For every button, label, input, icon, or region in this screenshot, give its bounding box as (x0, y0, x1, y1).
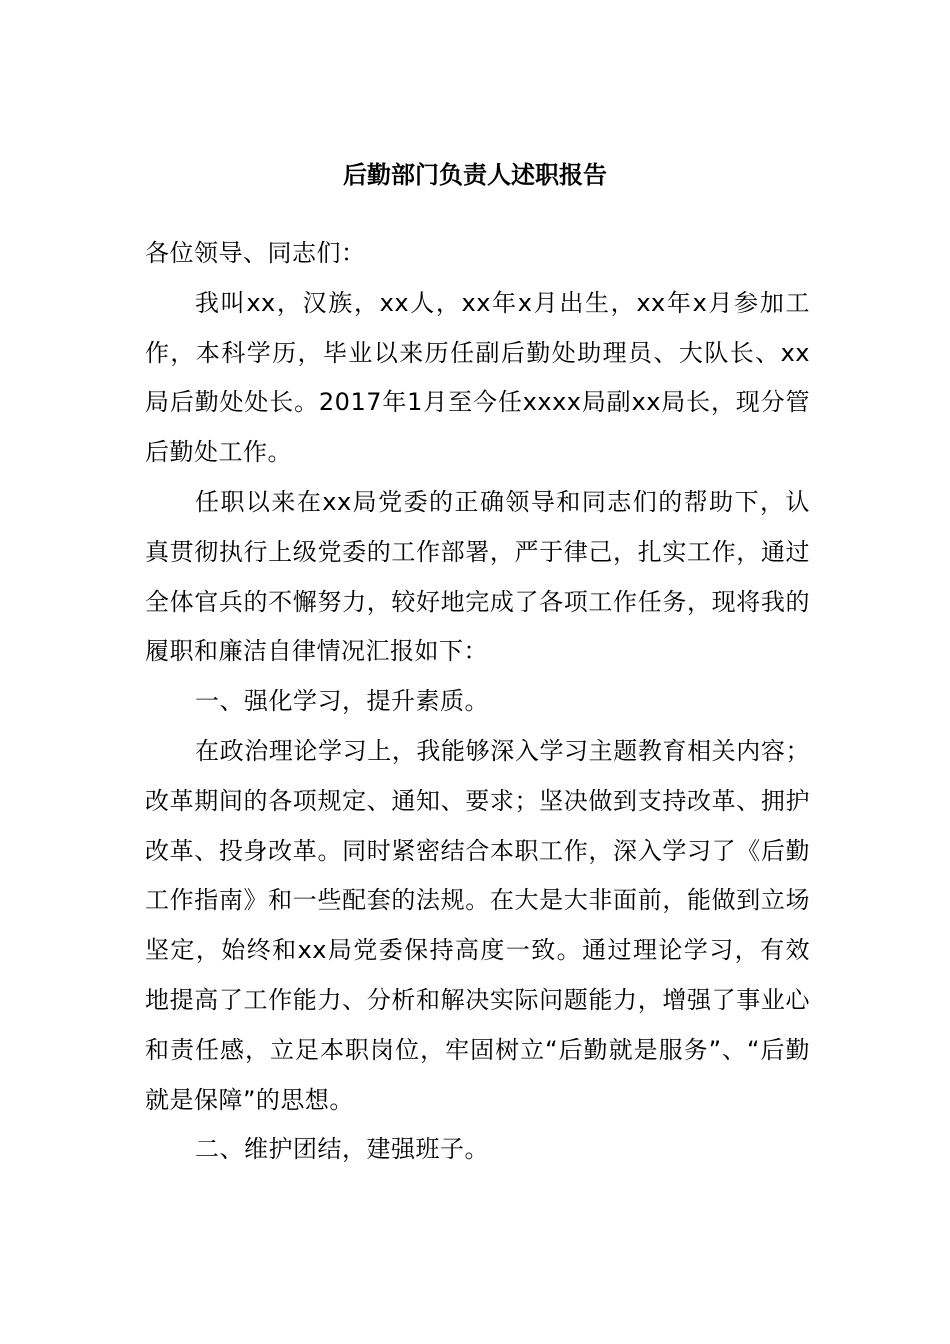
document-body (145, 229, 810, 1175)
section-heading-2: 二、维护团结，建强班子。 (195, 1135, 489, 1164)
paragraph-intro: 我叫xx，汉族，xx人，xx年x月出生，xx年x月参加工作，本科学历，毕业以来历任副后勤处助理员、大队长、xx局后勤处处长。2017年1月至今任xxxx局副xx局长，现分管后勤处工作。 (145, 288, 810, 467)
section-heading-1: 一、强化学习，提升素质。 (195, 687, 489, 716)
document-title: 后勤部门负责人述职报告 (343, 161, 607, 189)
paragraph-study: 在政治理论学习上，我能够深入学习主题教育相关内容；改革期间的各项规定、通知、要求；坚决做到支持改革、拥护改革、投身改革。同时紧密结合本职工作，深入学习了《后勤工作指南》和一些配套的法规。在大是大非面前，能做到立场坚定，始终和xx局党委保持高度一致。通过理论学习，有效地提高了工作能力、分析和解决实际问题能力，增强了事业心和责任感，立足本职岗位，牢固树立“后勤就是服务”、“后勤就是保障”的思想。 (145, 736, 810, 1114)
salutation: 各位领导、同志们： (145, 239, 366, 267)
paragraph-overview: 任职以来在xx局党委的正确领导和同志们的帮助下，认真贯彻执行上级党委的工作部署，严于律己，扎实工作，通过全体官兵的不懈努力，较好地完成了各项工作任务，现将我的履职和廉洁自律情况汇报如下： (145, 487, 810, 666)
